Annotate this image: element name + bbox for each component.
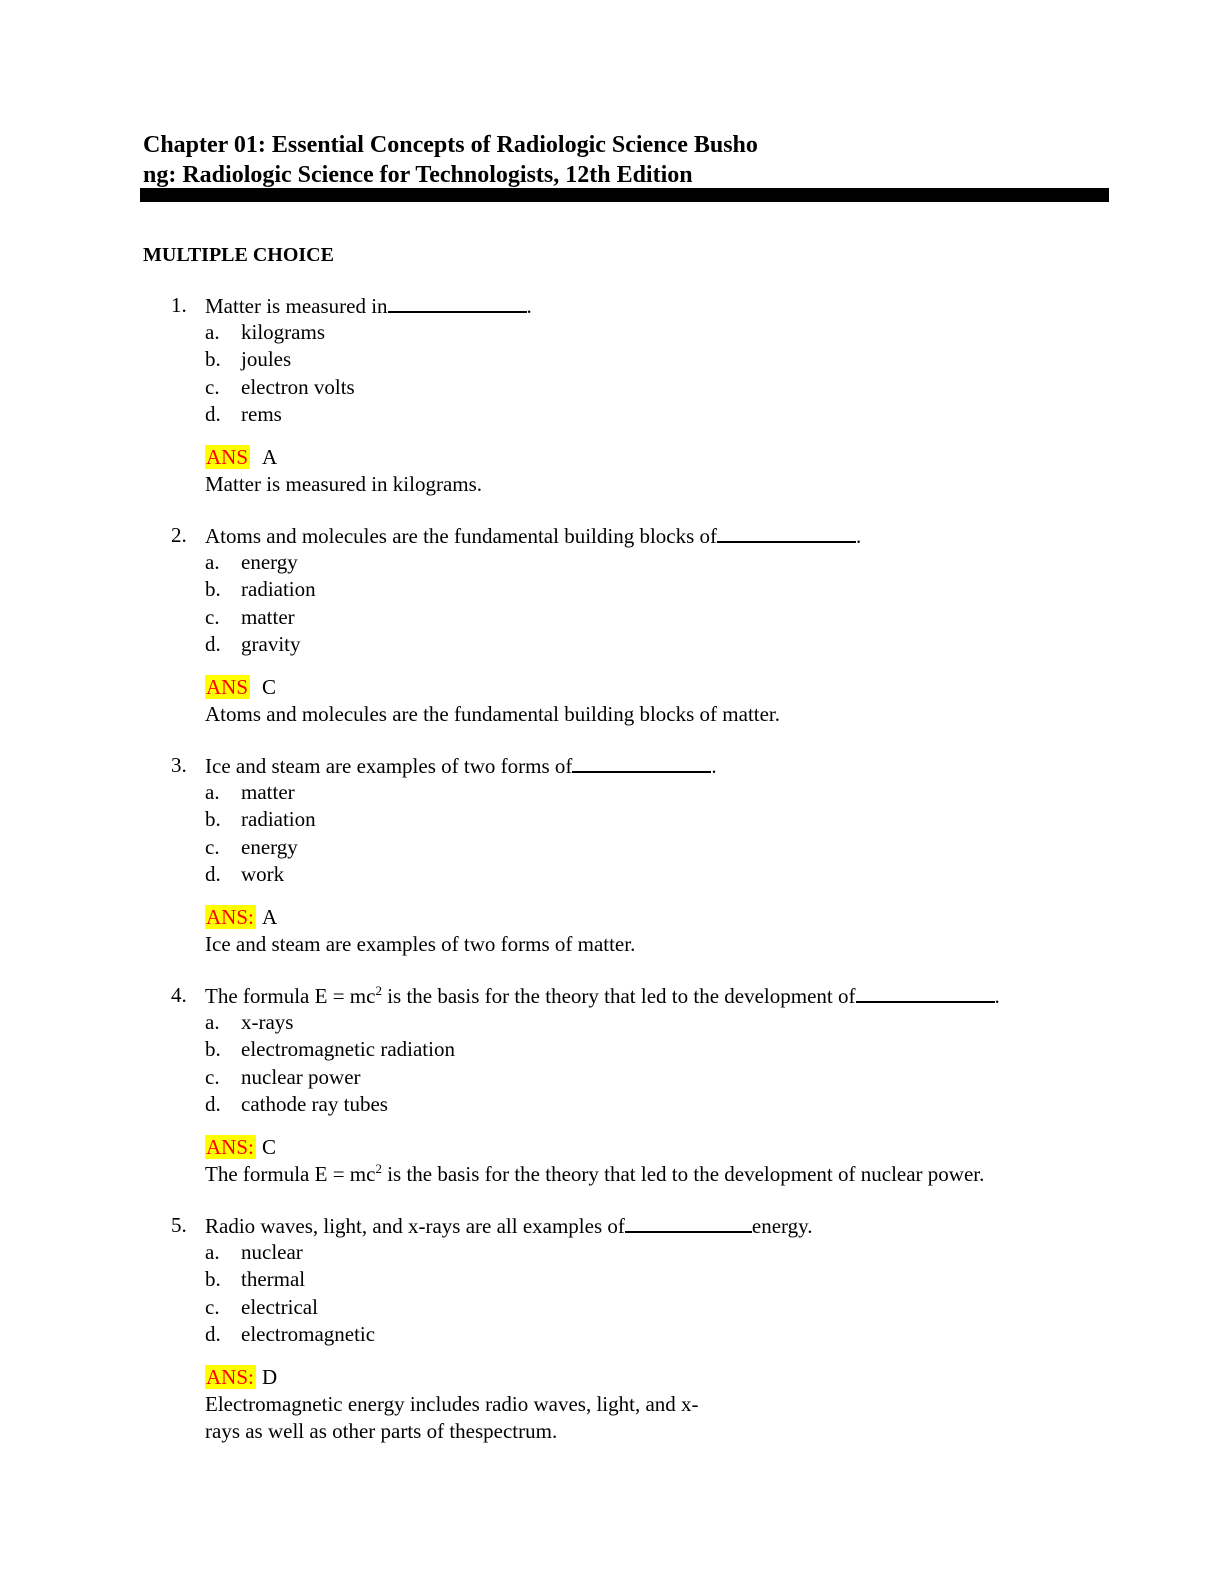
- stem-text: Radio waves, light, and x-rays are all examples of: [205, 1214, 625, 1238]
- option-d: [0, 401, 1224, 428]
- answer-value: D: [262, 1364, 278, 1389]
- stem-text: Matter is measured in: [205, 294, 388, 318]
- stem-end: energy.: [751, 1214, 813, 1238]
- question-number: 1.: [171, 293, 187, 317]
- question-stem: [0, 292, 1224, 319]
- question-stem: [0, 752, 1224, 779]
- answer-line: [0, 1134, 1224, 1161]
- title-line-2: ng: Radiologic Science for Technologists, 12th Edition: [143, 162, 693, 188]
- option-a: [0, 319, 1224, 346]
- explanation-text: Matter is measured in kilograms.: [205, 472, 483, 497]
- option-text: energy: [241, 834, 298, 859]
- option-letter: d.: [205, 1321, 221, 1346]
- answer-value: C: [262, 674, 277, 699]
- answer-label: ANS: [206, 444, 249, 469]
- stem-text: Atoms and molecules are the fundamental building blocks of: [205, 524, 718, 548]
- answer-line: [0, 674, 1224, 701]
- answer-blank: [625, 1212, 752, 1233]
- answer-value: A: [262, 904, 278, 929]
- option-c: [0, 1294, 1224, 1321]
- option-letter: a.: [205, 320, 220, 345]
- answer-blank: [388, 292, 527, 313]
- question-stem: [0, 522, 1224, 549]
- option-letter: c.: [205, 604, 220, 629]
- option-text: energy: [241, 550, 298, 575]
- option-b: [0, 346, 1224, 373]
- option-letter: b.: [205, 1037, 221, 1062]
- option-text: nuclear power: [241, 1064, 361, 1089]
- option-text: rems: [241, 401, 282, 426]
- option-d: [0, 631, 1224, 658]
- answer-line: [0, 1364, 1224, 1391]
- question-number: 4.: [171, 983, 187, 1007]
- option-letter: a.: [205, 780, 220, 805]
- option-text: matter: [241, 604, 295, 629]
- option-text: cathode ray tubes: [241, 1091, 388, 1116]
- option-text: electromagnetic radiation: [241, 1037, 455, 1062]
- option-letter: c.: [205, 834, 220, 859]
- option-letter: c.: [205, 1064, 220, 1089]
- option-text: radiation: [241, 807, 316, 832]
- option-d: [0, 1321, 1224, 1348]
- question-stem: [0, 1212, 1224, 1239]
- explanation: [0, 931, 1224, 958]
- explanation-text: Electromagnetic energy includes radio waves, light, and x-: [205, 1392, 699, 1417]
- stem-end: .: [856, 524, 862, 548]
- option-a: [0, 1009, 1224, 1036]
- option-b: [0, 1266, 1224, 1293]
- explanation-text: Ice and steam are examples of two forms of matter.: [205, 932, 636, 957]
- question-2: [0, 522, 1224, 728]
- option-b: [0, 1036, 1224, 1063]
- explanation: [0, 1161, 1224, 1188]
- option-letter: d.: [205, 631, 221, 656]
- option-a: [0, 1239, 1224, 1266]
- option-letter: a.: [205, 1010, 220, 1035]
- option-a: [0, 549, 1224, 576]
- answer-label: ANS:: [206, 1364, 254, 1389]
- explanation-text: Atoms and molecules are the fundamental building blocks of matter.: [205, 702, 781, 727]
- explanation: [0, 1418, 1224, 1445]
- option-letter: a.: [205, 550, 220, 575]
- explanation: [0, 701, 1224, 728]
- option-c: [0, 604, 1224, 631]
- answer-blank: [572, 752, 711, 773]
- option-text: electrical: [241, 1294, 318, 1319]
- superscript: 2: [375, 1161, 382, 1177]
- option-letter: b.: [205, 347, 221, 372]
- explanation-text-continued: is the basis for the theory that led to the development of nuclear power.: [381, 1162, 985, 1187]
- option-letter: b.: [205, 807, 221, 832]
- option-text: gravity: [241, 631, 301, 656]
- question-number: 3.: [171, 753, 187, 777]
- explanation-text: The formula E = mc: [205, 1162, 376, 1187]
- option-b: [0, 576, 1224, 603]
- option-a: [0, 779, 1224, 806]
- stem-text: Ice and steam are examples of two forms of: [205, 754, 573, 778]
- option-text: radiation: [241, 577, 316, 602]
- option-c: [0, 374, 1224, 401]
- explanation-text: rays as well as other parts of thespectrum.: [205, 1419, 558, 1444]
- question-number: 2.: [171, 523, 187, 547]
- question-4: [0, 982, 1224, 1188]
- question-number: 5.: [171, 1213, 187, 1237]
- option-letter: d.: [205, 401, 221, 426]
- answer-label: ANS:: [206, 904, 254, 929]
- option-b: [0, 806, 1224, 833]
- option-letter: d.: [205, 1091, 221, 1116]
- option-text: kilograms: [241, 320, 325, 345]
- option-c: [0, 834, 1224, 861]
- option-text: electromagnetic: [241, 1321, 376, 1346]
- answer-value: C: [262, 1134, 277, 1159]
- answer-label: ANS: [206, 674, 249, 699]
- stem-text: The formula E = mc: [205, 984, 376, 1008]
- option-text: joules: [241, 347, 292, 372]
- stem-text-continued: is the basis for the theory that led to the development of: [381, 984, 856, 1008]
- stem-end: .: [526, 294, 532, 318]
- option-letter: b.: [205, 1267, 221, 1292]
- answer-blank: [717, 522, 856, 543]
- answer-label: ANS:: [206, 1134, 254, 1159]
- section-heading: MULTIPLE CHOICE: [143, 244, 334, 266]
- title-rule: [140, 188, 1109, 202]
- option-text: matter: [241, 780, 295, 805]
- answer-line: [0, 444, 1224, 471]
- option-d: [0, 861, 1224, 888]
- option-letter: a.: [205, 1240, 220, 1265]
- option-text: electron volts: [241, 374, 355, 399]
- answer-line: [0, 904, 1224, 931]
- option-letter: c.: [205, 1294, 220, 1319]
- question-stem: [0, 982, 1224, 1009]
- stem-end: .: [994, 984, 1000, 1008]
- option-c: [0, 1064, 1224, 1091]
- question-1: [0, 292, 1224, 498]
- document-title: [143, 130, 758, 190]
- question-3: [0, 752, 1224, 958]
- option-letter: b.: [205, 577, 221, 602]
- option-text: x-rays: [241, 1010, 294, 1035]
- option-text: nuclear: [241, 1240, 303, 1265]
- stem-end: .: [711, 754, 717, 778]
- title-line-1: Chapter 01: Essential Concepts of Radiologic Science Busho: [143, 132, 758, 158]
- option-text: work: [241, 861, 285, 886]
- option-letter: c.: [205, 374, 220, 399]
- option-letter: d.: [205, 861, 221, 886]
- question-5: [0, 1212, 1224, 1446]
- explanation: [0, 471, 1224, 498]
- answer-blank: [856, 982, 995, 1003]
- option-d: [0, 1091, 1224, 1118]
- explanation: [0, 1391, 1224, 1418]
- option-text: thermal: [241, 1267, 306, 1292]
- superscript: 2: [375, 983, 382, 998]
- answer-value: A: [262, 444, 278, 469]
